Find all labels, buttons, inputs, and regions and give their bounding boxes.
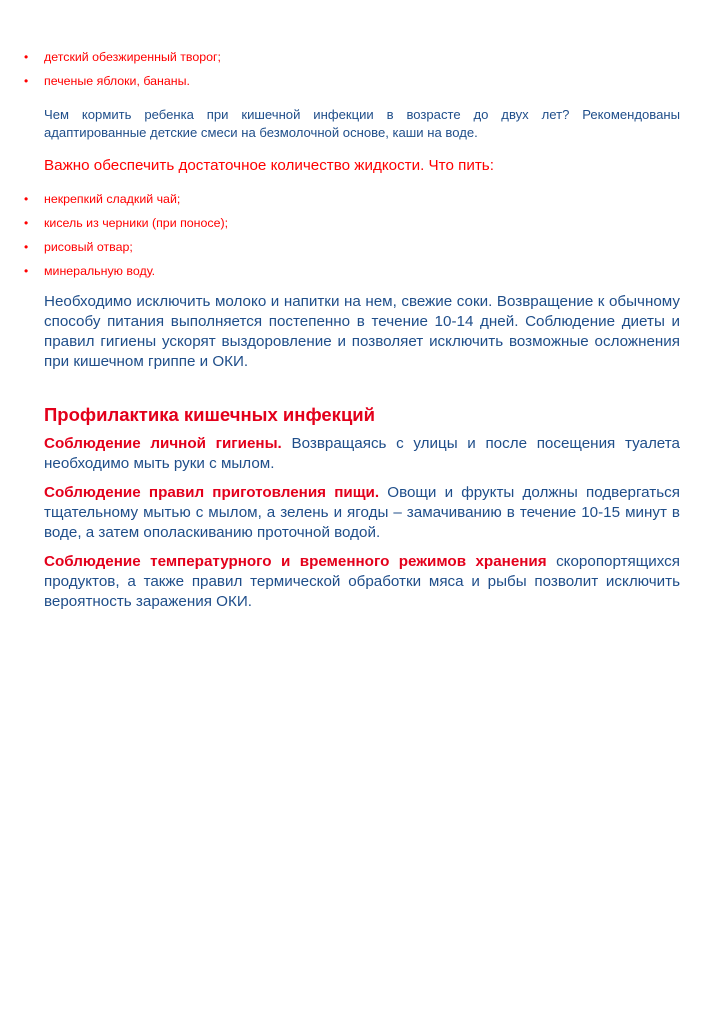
prevention-item-text: скоропортящихся продуктов, а также правил термической обработки мяса и рыбы позволит исключить вероятность заражения ОКИ. (44, 553, 680, 610)
list-item-text: некрепкий сладкий чай; (44, 192, 181, 206)
prevention-item-lead: Соблюдение температурного и временного режимов хранения (44, 553, 547, 570)
list-item-text: минеральную воду. (44, 264, 156, 278)
prevention-item-cooking (44, 483, 680, 543)
list-item-text: детский обезжиренный творог; (44, 50, 221, 64)
list-item (24, 50, 680, 74)
prevention-item-hygiene (44, 434, 680, 474)
feeding-paragraph: Чем кормить ребенка при кишечной инфекции в возрасте до двух лет? Рекомендованы адаптированные детские смеси на безмолочной основе, каши на воде. (44, 107, 680, 140)
bullet-icon: • (24, 50, 29, 64)
bullet-icon: • (24, 264, 29, 278)
bullet-icon: • (24, 74, 29, 88)
list-item (24, 264, 680, 288)
list-item-text: печеные яблоки, бананы. (44, 74, 190, 88)
prevention-heading: Профилактика кишечных инфекций (44, 404, 376, 425)
page-content (24, 50, 680, 612)
prevention-item-storage (44, 552, 680, 612)
list-item (24, 192, 680, 216)
prevention-item-lead: Соблюдение личной гигиены. (44, 435, 282, 452)
list-item-text: кисель из черники (при поносе); (44, 216, 229, 230)
food-list (24, 50, 680, 98)
bullet-icon: • (24, 240, 29, 254)
drinks-list (24, 192, 680, 288)
list-item (24, 216, 680, 240)
prevention-item-text: Овощи и фрукты должны подвергаться тщательному мытью с мылом, а зелень и ягоды – замачиванию в течение 10-15 минут в воде, а затем ополаскиванию проточной водой. (44, 484, 680, 541)
prevention-item-lead: Соблюдение правил приготовления пищи. (44, 484, 380, 501)
bullet-icon: • (24, 192, 29, 206)
bullet-icon: • (24, 216, 29, 230)
prevention-item-text: Возвращаясь с улицы и после посещения туалета необходимо мыть руки с мылом. (44, 435, 680, 472)
list-item (24, 74, 680, 98)
list-item-text: рисовый отвар; (44, 240, 133, 254)
list-item (24, 240, 680, 264)
exclude-paragraph: Необходимо исключить молоко и напитки на нем, свежие соки. Возвращение к обычному способу питания выполняется постепенно в течение 10-14 дней. Соблюдение диеты и правил гигиены ускорят выздоровление и позволяет исключить возможные осложнения при кишечном гриппе и ОКИ. (44, 293, 680, 370)
fluid-paragraph: Важно обеспечить достаточное количество жидкости. Что пить: (44, 157, 494, 174)
